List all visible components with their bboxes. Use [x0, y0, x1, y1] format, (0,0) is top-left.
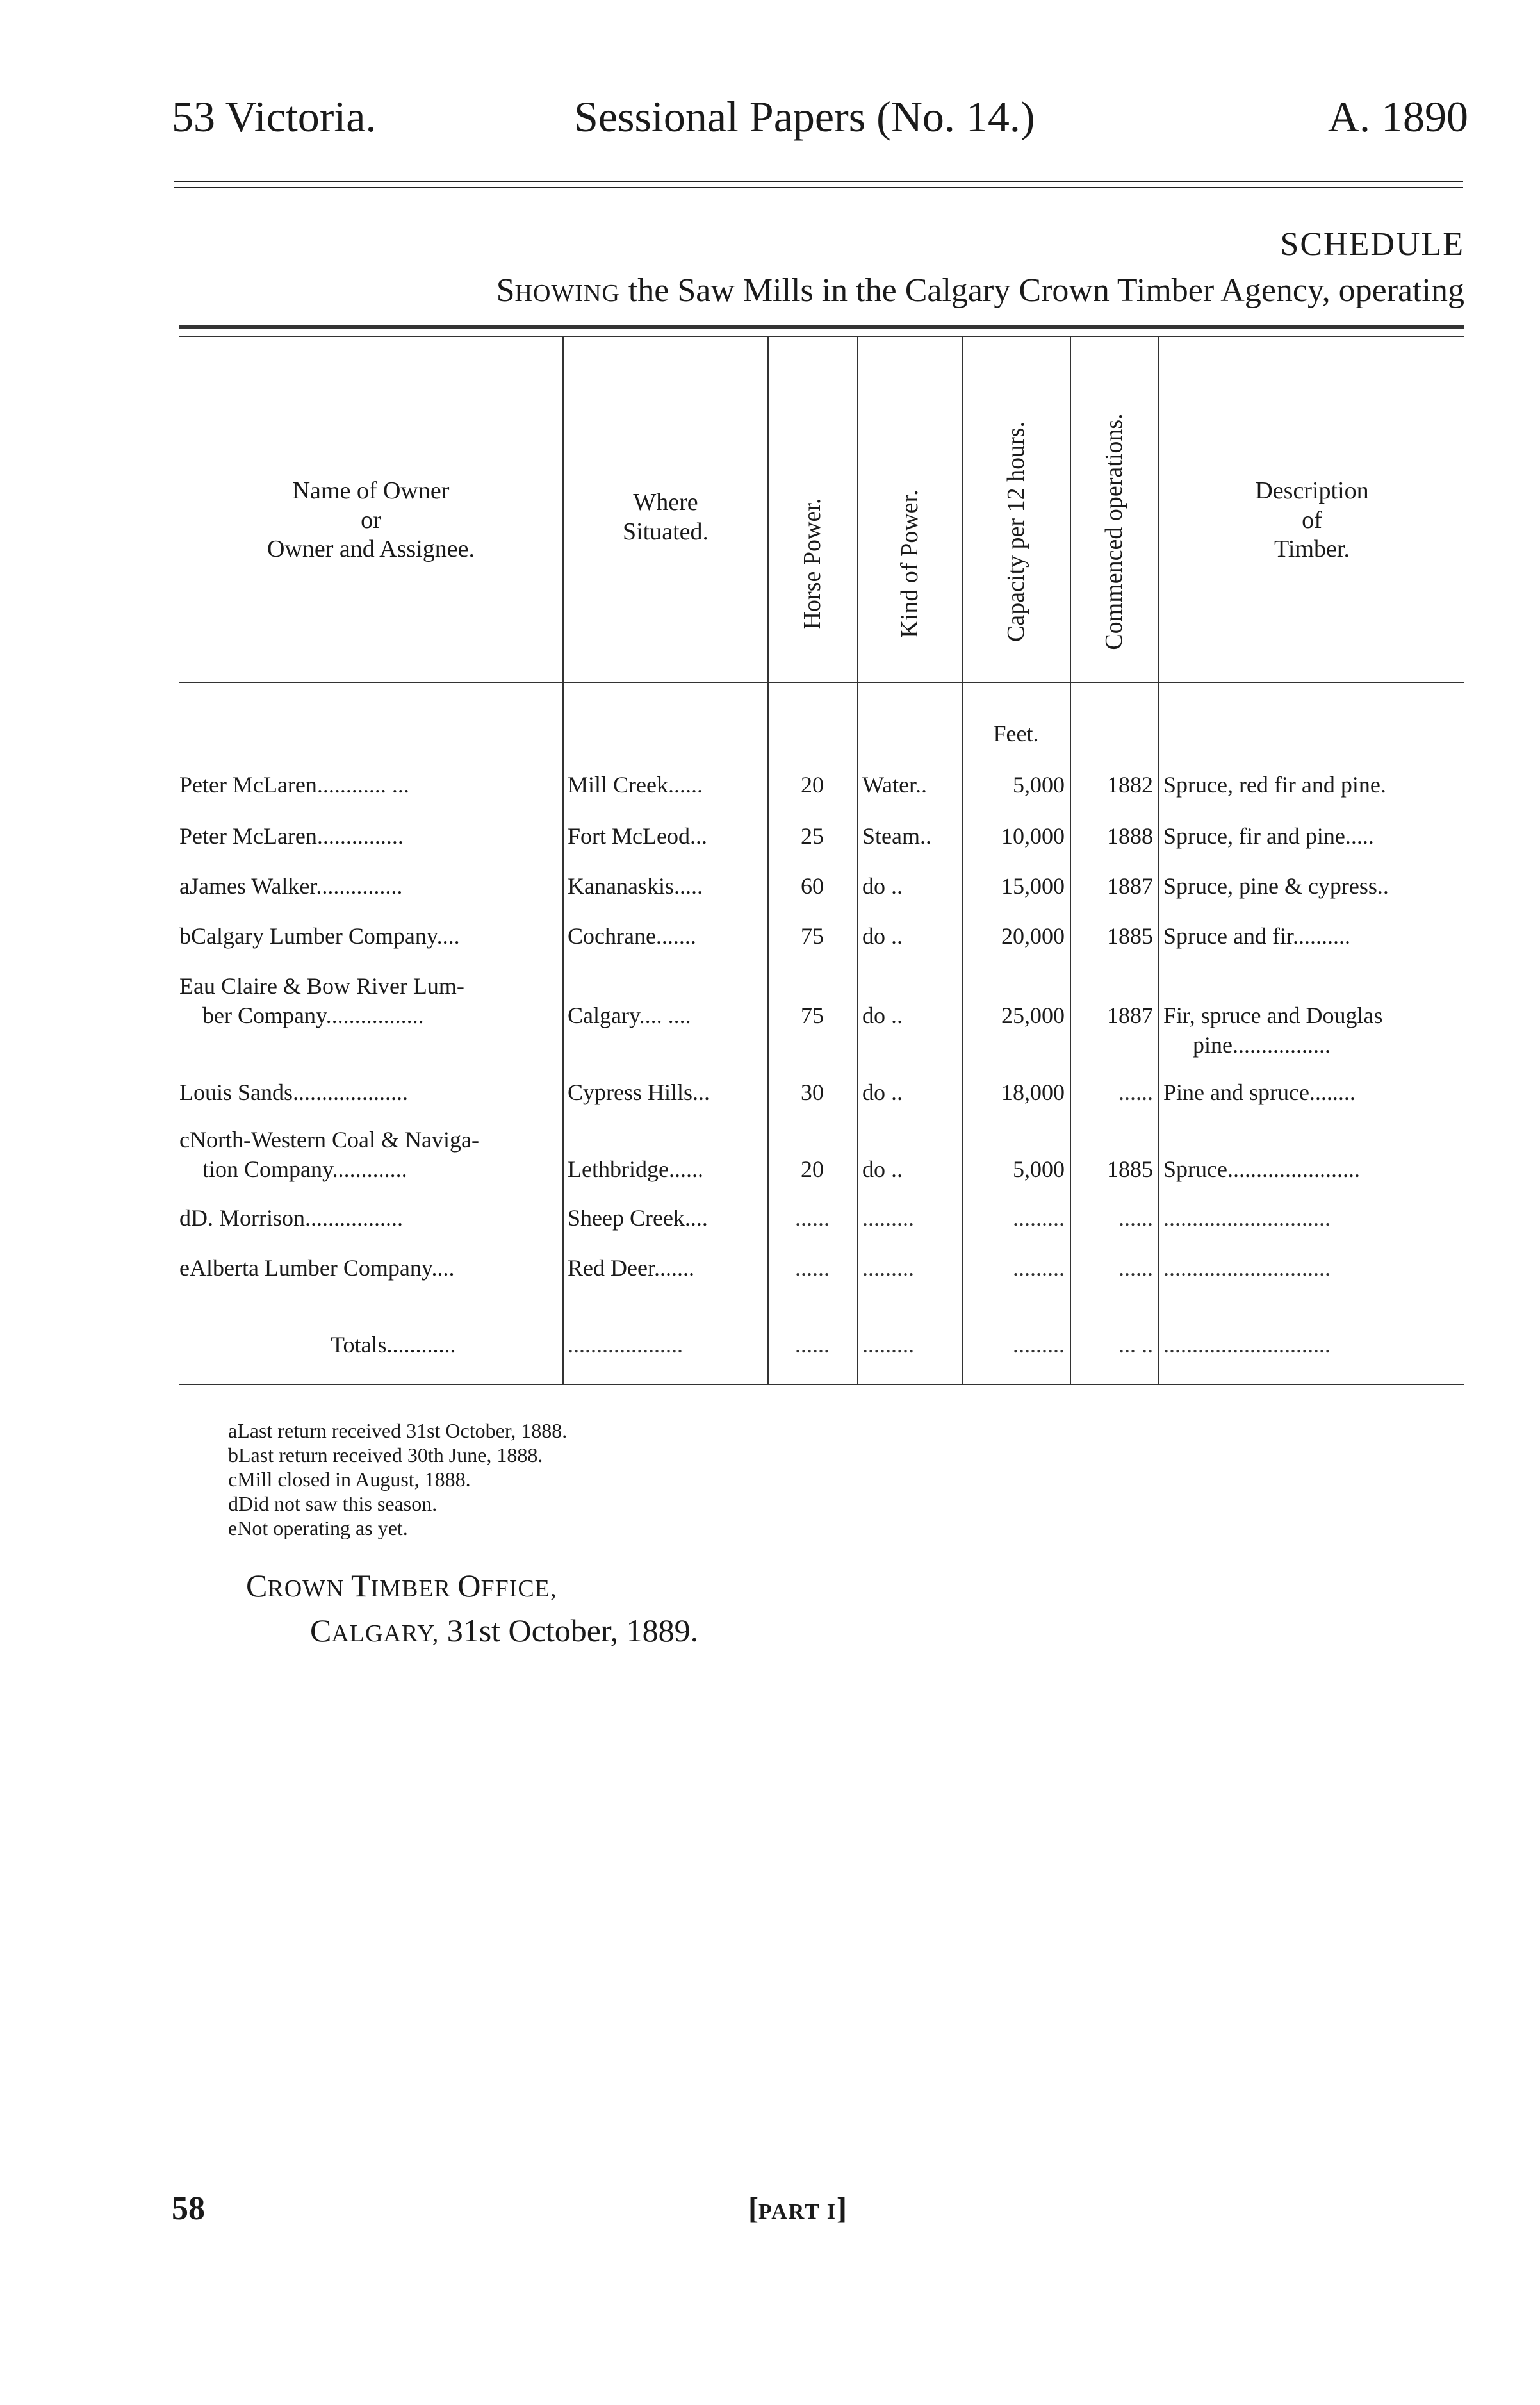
row-3-hp: 60 [801, 873, 824, 899]
row-2-kind: Steam.. [862, 823, 931, 849]
row-4-year: 1885 [1107, 923, 1153, 949]
row-5-hp: 75 [801, 1003, 824, 1028]
header-desc-line1: Description [1255, 477, 1369, 504]
row-8-where: Sheep Creek.... [568, 1205, 708, 1231]
row-1-kind: Water.. [862, 772, 928, 798]
row-8-year: ...... [1118, 1205, 1153, 1231]
row-7-where: Lethbridge...... [568, 1156, 703, 1182]
row-4-description: Spruce and fir.......... [1163, 923, 1350, 949]
column-header-description [1159, 477, 1464, 564]
sig-office-rest: FFICE, [480, 1575, 557, 1602]
sig-timber-rest: IMBER [370, 1575, 458, 1602]
column-divider-commenced [1070, 337, 1071, 1384]
totals-capacity: ......... [1013, 1332, 1065, 1358]
row-6-kind: do .. [862, 1079, 903, 1105]
header-name-line2: or [361, 506, 381, 534]
header-desc-line3: Timber. [1274, 536, 1350, 563]
row-1-capacity: 5,000 [1013, 772, 1065, 798]
row-2-name: Peter McLaren............... [179, 823, 404, 849]
signature-place-date [310, 1612, 698, 1649]
totals-year: ... .. [1118, 1332, 1153, 1358]
footnote-a: aLast return received 31st October, 1888. [228, 1419, 568, 1442]
row-3-capacity: 15,000 [1001, 873, 1065, 899]
header-desc-line2: of [1302, 506, 1322, 534]
sig-calgary-rest: ALGARY, [331, 1620, 439, 1647]
signature-office [246, 1567, 557, 1604]
row-5-year: 1887 [1107, 1003, 1153, 1028]
row-4-name: bCalgary Lumber Company.... [179, 923, 460, 949]
row-7-description: Spruce....................... [1163, 1156, 1360, 1182]
row-5-capacity: 25,000 [1001, 1003, 1065, 1028]
row-5-kind: do .. [862, 1003, 903, 1028]
sig-date: 31st October, 1889. [439, 1613, 699, 1648]
row-9-name: eAlberta Lumber Company.... [179, 1255, 455, 1281]
row-9-capacity: ......... [1013, 1255, 1065, 1281]
header-title: Sessional Papers (No. 14.) [574, 92, 1035, 141]
row-1-hp: 20 [801, 772, 824, 798]
sig-crown-initial: C [246, 1568, 268, 1604]
column-header-commenced: Commenced operations. [1101, 413, 1127, 650]
row-6-description: Pine and spruce........ [1163, 1079, 1356, 1105]
sig-crown-rest: ROWN [267, 1575, 351, 1602]
row-4-kind: do .. [862, 923, 903, 949]
row-5-name-line2: ber Company................. [202, 1003, 424, 1028]
row-9-hp: ...... [795, 1255, 830, 1281]
totals-description: ............................. [1163, 1332, 1331, 1358]
table-bottom-rule [179, 1384, 1464, 1385]
part-open-bracket: [ [748, 2192, 758, 2226]
column-header-kind-of-power: Kind of Power. [896, 489, 923, 638]
column-header-where [564, 488, 767, 546]
header-name-line1: Name of Owner [292, 477, 450, 504]
row-8-kind: ......... [862, 1205, 914, 1231]
part-label [748, 2191, 847, 2226]
row-8-hp: ...... [795, 1205, 830, 1231]
header-rule-top [174, 181, 1463, 182]
page-number: 58 [172, 2190, 205, 2227]
row-4-capacity: 20,000 [1001, 923, 1065, 949]
row-9-kind: ......... [862, 1255, 914, 1281]
sig-office-initial: O [457, 1568, 481, 1604]
column-header-name [179, 477, 562, 564]
row-5-description-line1: Fir, spruce and Douglas [1163, 1003, 1383, 1028]
capacity-unit: Feet. [993, 721, 1039, 746]
header-where-line2: Situated. [622, 518, 709, 545]
row-2-where: Fort McLeod... [568, 823, 707, 849]
row-7-kind: do .. [862, 1156, 903, 1182]
totals-hp: ...... [795, 1332, 830, 1358]
column-header-horse-power: Horse Power. [799, 498, 826, 630]
part-text: PART I [758, 2200, 837, 2224]
header-session: 53 Victoria. [172, 92, 377, 141]
row-5-description-line2: pine................. [1193, 1032, 1331, 1058]
sig-timber-initial: T [350, 1568, 371, 1604]
row-8-name: dD. Morrison................. [179, 1205, 403, 1231]
footnote-e: eNot operating as yet. [228, 1516, 408, 1539]
row-7-name-line2: tion Company............. [202, 1156, 407, 1182]
header-bottom-rule [179, 682, 1464, 683]
schedule-subtitle [496, 272, 1464, 309]
row-8-capacity: ......... [1013, 1205, 1065, 1231]
totals-kind: ......... [862, 1332, 914, 1358]
row-3-name: aJames Walker............... [179, 873, 403, 899]
row-2-description: Spruce, fir and pine..... [1163, 823, 1374, 849]
row-2-capacity: 10,000 [1001, 823, 1065, 849]
subtitle-initial: S [496, 272, 515, 309]
row-1-name: Peter McLaren............ ... [179, 772, 409, 798]
row-7-hp: 20 [801, 1156, 824, 1182]
row-3-where: Kananaskis..... [568, 873, 703, 899]
footnote-d: dDid not saw this season. [228, 1492, 438, 1515]
row-6-name: Louis Sands.................... [179, 1079, 409, 1105]
row-1-where: Mill Creek...... [568, 772, 703, 798]
row-4-hp: 75 [801, 923, 824, 949]
header-name-line3: Owner and Assignee. [267, 536, 475, 563]
header-year: A. 1890 [1327, 92, 1468, 141]
column-divider-hp [767, 337, 769, 1384]
row-1-year: 1882 [1107, 772, 1153, 798]
row-9-description: ............................. [1163, 1255, 1331, 1281]
subtitle-text: the Saw Mills in the Calgary Crown Timber Agency, operating [619, 272, 1464, 309]
row-5-name-line1: Eau Claire & Bow River Lum- [179, 973, 464, 999]
row-2-hp: 25 [801, 823, 824, 849]
sig-calgary-initial: C [310, 1613, 332, 1648]
schedule-title: SCHEDULE [1280, 226, 1464, 263]
row-6-capacity: 18,000 [1001, 1079, 1065, 1105]
row-6-year: ...... [1118, 1079, 1153, 1105]
row-6-hp: 30 [801, 1079, 824, 1105]
row-3-year: 1887 [1107, 873, 1153, 899]
row-7-year: 1885 [1107, 1156, 1153, 1182]
row-9-year: ...... [1118, 1255, 1153, 1281]
footnote-b: bLast return received 30th June, 1888. [228, 1443, 543, 1466]
table-top-rule-thin [179, 336, 1464, 337]
column-divider-capacity [962, 337, 963, 1384]
column-divider-kind [857, 337, 858, 1384]
totals-label: Totals............ [331, 1332, 456, 1358]
header-rule-bottom [174, 187, 1463, 188]
row-3-description: Spruce, pine & cypress.. [1163, 873, 1389, 899]
footnote-c: cMill closed in August, 1888. [228, 1468, 471, 1491]
row-7-name-line1: cNorth-Western Coal & Naviga- [179, 1127, 479, 1153]
row-6-where: Cypress Hills... [568, 1079, 710, 1105]
column-header-capacity: Capacity per 12 hours. [1003, 421, 1029, 643]
row-1-description: Spruce, red fir and pine. [1163, 772, 1386, 798]
header-where-line1: Where [633, 489, 698, 516]
row-4-where: Cochrane....... [568, 923, 696, 949]
part-close-bracket: ] [836, 2192, 847, 2226]
row-8-description: ............................. [1163, 1205, 1331, 1231]
row-9-where: Red Deer....... [568, 1255, 694, 1281]
subtitle-smallcaps: HOWING [514, 280, 620, 307]
row-5-where: Calgary.... .... [568, 1003, 691, 1028]
row-2-year: 1888 [1107, 823, 1153, 849]
row-3-kind: do .. [862, 873, 903, 899]
totals-where: .................... [568, 1332, 683, 1358]
row-7-capacity: 5,000 [1013, 1156, 1065, 1182]
table-top-rule-thick [179, 325, 1464, 329]
